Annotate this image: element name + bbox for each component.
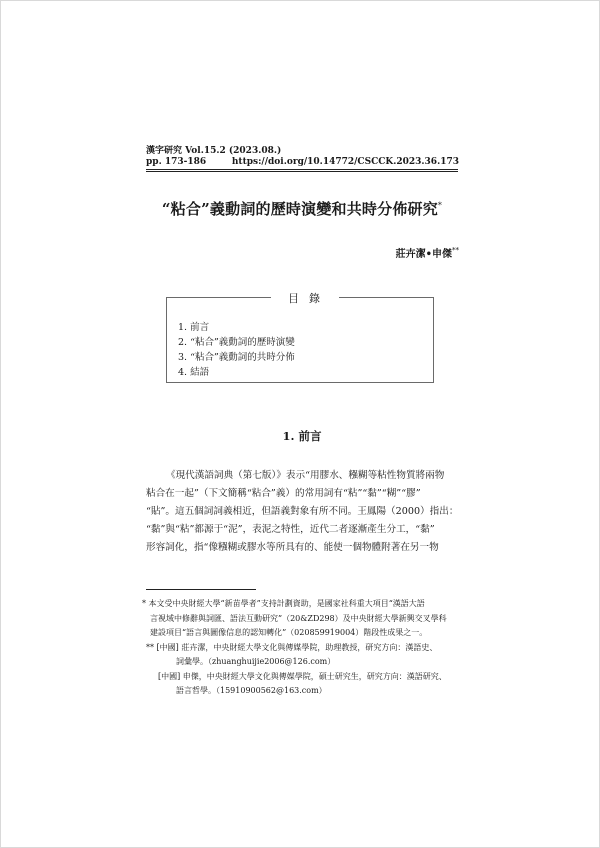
footnote-1-line: 言視域中修辭與詞匯、語法互動研究”（20&ZD298）及中央財經大學新興交叉學科 [150, 613, 447, 623]
page-range: pp. 173-186 [146, 157, 207, 167]
footnote-2-line: ** [中國] 莊卉潔，中央財經大學文化與傳媒學院，助理教授，研究方向：漢語史、 [146, 642, 438, 652]
toc-item-3[interactable]: 3. “粘合”義動詞的共時分佈 [178, 352, 295, 363]
body-line: 《現代漢語詞典（第七版）》表示“用膠水、糨糊等粘性物質將兩物 [166, 470, 445, 481]
toc-item-2[interactable]: 2. “粘合”義動詞的歷時演變 [178, 337, 295, 348]
body-line: “黏”與“粘”都源于“泥”，表泥之特性，近代二者逐漸產生分工，“黏” [146, 524, 435, 535]
paper-title [146, 198, 458, 219]
header-rule-thin [146, 171, 458, 172]
footnote-rule [146, 589, 256, 590]
author-names [396, 245, 459, 260]
body-line: “貼”。這五個詞詞義相近，但語義對象有所不同。王鳳陽（2000）指出： [146, 506, 458, 517]
toc-heading: 目錄 [271, 290, 339, 306]
header-rule [146, 169, 458, 170]
body-line: 粘合在一起”（下文簡稱“粘合”義）的常用詞有“粘”“黏”“糊”“膠” [146, 488, 421, 499]
footnote-1-line: * 本文受中央財經大學“新苗學者”支持計劃資助，是國家社科重大項目“漢語大語 [142, 599, 425, 608]
footnote-2-email: 詞彙學。（zhuanghuijie2006@126.com） [176, 657, 336, 666]
toc-item-4[interactable]: 4. 結語 [178, 367, 210, 378]
section-heading: 1. 前言 [282, 429, 322, 443]
doi-link[interactable]: https://doi.org/10.14772/CSCCK.2023.36.173 [231, 157, 459, 167]
journal-info: 漢字研究 Vol.15.2 (2023.08.) [146, 146, 282, 156]
author-footnote-mark[interactable]: ** [452, 246, 459, 255]
footnote-3-email: 語言哲學。（15910900562@163.com） [176, 686, 327, 695]
title-footnote-mark[interactable]: * [437, 201, 443, 210]
body-paragraph [146, 467, 458, 557]
toc-item-1[interactable]: 1. 前言 [178, 322, 210, 333]
footnotes [142, 597, 460, 699]
footnote-3-line: [中國] 申傑，中央財經大學文化與傳媒學院，碩士研究生，研究方向：漢語研究、 [158, 671, 447, 681]
title-text: “粘合”義動詞的歷時演變和共時分佈研究 [161, 200, 438, 218]
body-line: 形容詞化，指“像糨糊或膠水等所具有的、能使一個物體附著在另一物 [146, 542, 439, 553]
footnote-1-line: 建設項目“語言與圖像信息的認知轉化”（020859919004）階段性成果之一。 [150, 628, 428, 637]
author-text: 莊卉潔•申傑 [395, 249, 452, 260]
toc-list [178, 320, 295, 380]
